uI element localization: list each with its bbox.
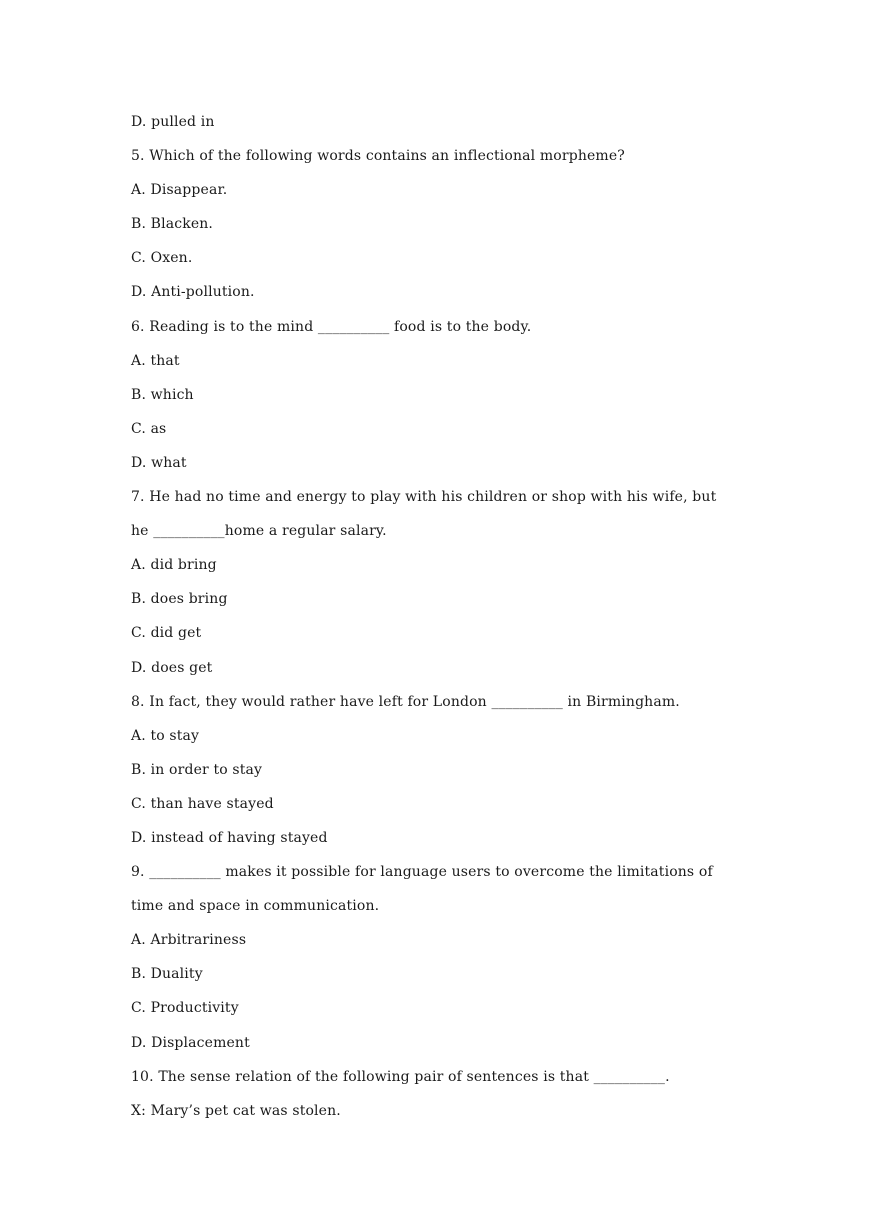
option-line: D. does get	[131, 659, 213, 676]
option-line: D. pulled in	[131, 114, 215, 130]
sentence-x: X: Mary’s pet cat was stolen.	[131, 1102, 341, 1119]
option-line: A. did bring	[131, 557, 217, 574]
question-8-stem: 8. In fact, they would rather have left for London __________ in Birmingham.	[131, 693, 680, 710]
question-10-stem: 10. The sense relation of the following pair of sentences is that __________.	[131, 1068, 670, 1085]
option-line: B. does bring	[131, 591, 228, 608]
question-5-stem: 5. Which of the following words contains an inflectional morpheme?	[131, 148, 625, 165]
option-line: D. instead of having stayed	[131, 829, 328, 846]
option-line: A. to stay	[131, 727, 200, 744]
option-line: C. Oxen.	[131, 250, 193, 267]
option-line: C. Productivity	[131, 1000, 239, 1017]
option-line: D. Anti-pollution.	[131, 284, 255, 301]
question-7-stem-continued: he __________home a regular salary.	[131, 523, 387, 540]
option-line: B. which	[131, 386, 194, 403]
option-line: C. did get	[131, 625, 202, 642]
option-line: B. in order to stay	[131, 761, 263, 778]
question-9-stem-continued: time and space in communication.	[131, 898, 380, 915]
option-line: C. as	[131, 420, 167, 437]
question-9-stem: 9. __________ makes it possible for language users to overcome the limitations of	[131, 864, 713, 881]
option-line: A. Arbitrariness	[131, 932, 247, 949]
question-6-stem: 6. Reading is to the mind __________ food is to the body.	[131, 318, 532, 335]
question-7-stem: 7. He had no time and energy to play with his children or shop with his wife, but	[131, 489, 717, 506]
option-line: D. what	[131, 454, 187, 471]
option-line: A. Disappear.	[131, 182, 228, 199]
option-line: B. Duality	[131, 966, 203, 983]
option-line: C. than have stayed	[131, 795, 274, 812]
question-text-block	[131, 112, 751, 1135]
option-line: D. Displacement	[131, 1034, 250, 1051]
option-line: B. Blacken.	[131, 216, 214, 233]
option-line: A. that	[131, 352, 180, 369]
